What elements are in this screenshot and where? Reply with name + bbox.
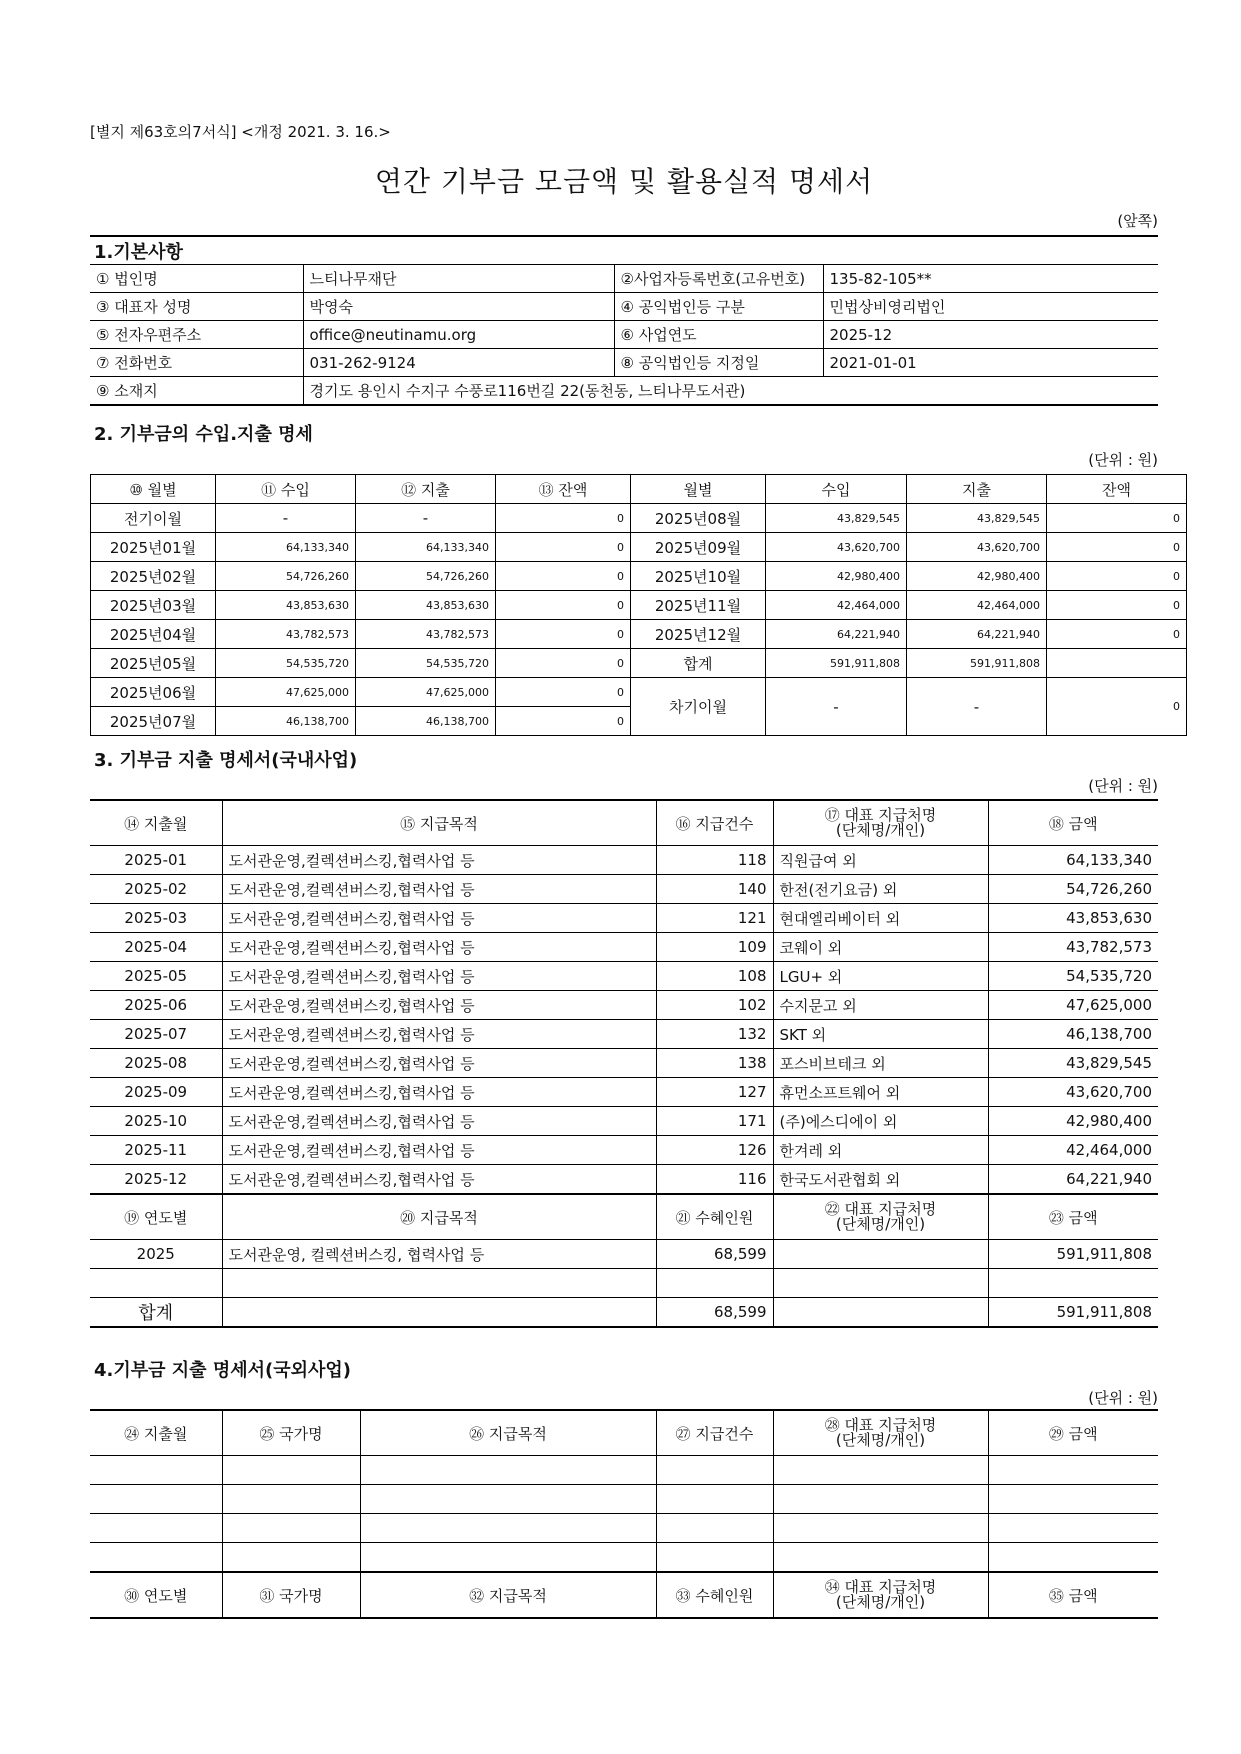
balance-cell: 0 <box>1047 620 1187 649</box>
table-row <box>91 591 1187 620</box>
count-cell: 127 <box>656 1078 773 1107</box>
empty-row <box>90 1514 1158 1543</box>
count-cell: 171 <box>656 1107 773 1136</box>
payee-cell: LGU+ 외 <box>773 962 988 991</box>
section2-title: 2. 기부금의 수입.지출 명세 <box>94 424 313 445</box>
basic-row <box>90 349 1158 377</box>
section1-title: 1.기본사항 <box>94 242 183 263</box>
table-row <box>90 1078 1158 1107</box>
amount-cell: 54,726,260 <box>988 875 1158 904</box>
empty-cell <box>773 1298 988 1328</box>
purpose-cell: 도서관운영,컬렉션버스킹,협력사업 등 <box>222 991 656 1020</box>
table-row <box>91 678 1187 707</box>
expense-month-cell: 2025-07 <box>90 1020 222 1049</box>
table-row <box>91 504 1187 533</box>
address-row <box>90 377 1158 406</box>
expense-month-cell: 2025-01 <box>90 846 222 875</box>
col-payment-count: ⑯ 지급건수 <box>656 800 773 846</box>
field-value: 느티나무재단 <box>303 265 614 293</box>
field-value: 031-262-9124 <box>303 349 614 377</box>
payee-cell <box>773 1240 988 1269</box>
table-header-row <box>90 1572 1158 1618</box>
carry-forward-label: 차기이월 <box>631 678 766 736</box>
col-balance: ⑬ 잔액 <box>496 475 631 504</box>
col-country: ㉕ 국가명 <box>222 1410 360 1456</box>
table-row <box>90 1240 1158 1269</box>
col-payment-count: ㉗ 지급건수 <box>656 1410 773 1456</box>
col-purpose: ⑮ 지급목적 <box>222 800 656 846</box>
carry-income-cell: - <box>766 678 907 736</box>
purpose-cell: 도서관운영,컬렉션버스킹,협력사업 등 <box>222 1136 656 1165</box>
col-expense-month: ㉔ 지출월 <box>90 1410 222 1456</box>
col-purpose: ⑳ 지급목적 <box>222 1194 656 1240</box>
col-payee <box>773 1410 988 1456</box>
month-cell: 2025년07월 <box>91 707 216 736</box>
empty-cell <box>360 1543 656 1573</box>
front-page-mark: (앞쪽) <box>1117 212 1158 230</box>
empty-cell <box>90 1514 222 1543</box>
month-cell: 2025년08월 <box>631 504 766 533</box>
count-cell: 108 <box>656 962 773 991</box>
address-label: ⑨ 소재지 <box>90 377 303 406</box>
field-value: office@neutinamu.org <box>303 321 614 349</box>
expense-month-cell: 2025-06 <box>90 991 222 1020</box>
empty-cell <box>360 1514 656 1543</box>
expense-cell: 43,620,700 <box>907 533 1047 562</box>
amount-cell: 64,221,940 <box>988 1165 1158 1195</box>
balance-cell: 0 <box>1047 504 1187 533</box>
table-row <box>91 533 1187 562</box>
empty-cell <box>773 1456 988 1485</box>
expense-month-cell: 2025-04 <box>90 933 222 962</box>
empty-cell <box>360 1456 656 1485</box>
table-row <box>90 991 1158 1020</box>
income-cell: 64,221,940 <box>766 620 907 649</box>
carry-expense-cell: - <box>907 678 1047 736</box>
col-expense-month: ⑭ 지출월 <box>90 800 222 846</box>
purpose-cell: 도서관운영,컬렉션버스킹,협력사업 등 <box>222 904 656 933</box>
basic-row <box>90 265 1158 293</box>
income-cell: 54,535,720 <box>216 649 356 678</box>
payee-cell: SKT 외 <box>773 1020 988 1049</box>
empty-row <box>90 1456 1158 1485</box>
col-month: 월별 <box>631 475 766 504</box>
income-cell: 43,782,573 <box>216 620 356 649</box>
income-cell: 64,133,340 <box>216 533 356 562</box>
field-label: ⑦ 전화번호 <box>90 349 303 377</box>
balance-cell: 0 <box>496 533 631 562</box>
expense-cell: 64,133,340 <box>356 533 496 562</box>
expense-month-cell: 2025-08 <box>90 1049 222 1078</box>
income-cell: 54,726,260 <box>216 562 356 591</box>
balance-cell: 0 <box>496 649 631 678</box>
payee-cell: 휴먼소프트웨어 외 <box>773 1078 988 1107</box>
table-row <box>90 1020 1158 1049</box>
month-cell: 2025년12월 <box>631 620 766 649</box>
col-month: ⑩ 월별 <box>91 475 216 504</box>
balance-cell: 0 <box>496 707 631 736</box>
empty-cell <box>988 1456 1158 1485</box>
section2-unit: (단위 : 원) <box>1088 451 1158 469</box>
payee-header-line2: (단체명/개인) <box>835 1593 926 1611</box>
income-cell: - <box>216 504 356 533</box>
col-income: ⑪ 수입 <box>216 475 356 504</box>
table-row <box>91 649 1187 678</box>
month-cell: 2025년05월 <box>91 649 216 678</box>
expense-cell: 64,221,940 <box>907 620 1047 649</box>
expense-cell: 43,853,630 <box>356 591 496 620</box>
payee-header-line1: ㉒ 대표 지급처명 <box>824 1200 937 1218</box>
amount-cell: 64,133,340 <box>988 846 1158 875</box>
field-value: 135-82-105** <box>823 265 1158 293</box>
income-cell: 42,980,400 <box>766 562 907 591</box>
col-payee <box>773 1194 988 1240</box>
purpose-cell: 도서관운영,컬렉션버스킹,협력사업 등 <box>222 1020 656 1049</box>
expense-cell: 54,535,720 <box>356 649 496 678</box>
month-cell: 2025년11월 <box>631 591 766 620</box>
table-header-row <box>90 1194 1158 1240</box>
payee-cell: 한국도서관협회 외 <box>773 1165 988 1195</box>
amount-cell: 591,911,808 <box>988 1240 1158 1269</box>
balance-cell: 0 <box>496 504 631 533</box>
purpose-cell: 도서관운영,컬렉션버스킹,협력사업 등 <box>222 1107 656 1136</box>
payee-cell: 직원급여 외 <box>773 846 988 875</box>
empty-cell <box>988 1543 1158 1573</box>
table-row <box>90 875 1158 904</box>
count-cell: 116 <box>656 1165 773 1195</box>
col-beneficiaries: ㉑ 수혜인원 <box>656 1194 773 1240</box>
empty-cell <box>90 1456 222 1485</box>
empty-cell <box>90 1269 222 1298</box>
col-country: ㉛ 국가명 <box>222 1572 360 1618</box>
domestic-expense-table <box>90 799 1158 1328</box>
empty-cell <box>360 1485 656 1514</box>
purpose-cell: 도서관운영,컬렉션버스킹,협력사업 등 <box>222 875 656 904</box>
empty-row <box>90 1269 1158 1298</box>
table-header-row <box>90 1410 1158 1456</box>
payee-cell: 한겨레 외 <box>773 1136 988 1165</box>
overseas-expense-table <box>90 1409 1158 1619</box>
empty-cell <box>656 1514 773 1543</box>
col-purpose: ㉜ 지급목적 <box>360 1572 656 1618</box>
field-label: ②사업자등록번호(고유번호) <box>614 265 823 293</box>
amount-cell: 43,853,630 <box>988 904 1158 933</box>
purpose-cell: 도서관운영,컬렉션버스킹,협력사업 등 <box>222 933 656 962</box>
count-cell: 102 <box>656 991 773 1020</box>
amount-cell: 43,620,700 <box>988 1078 1158 1107</box>
payee-header-line1: ㉘ 대표 지급처명 <box>824 1416 937 1434</box>
total-balance-cell <box>1047 649 1187 678</box>
empty-cell <box>222 1514 360 1543</box>
purpose-cell: 도서관운영, 컬렉션버스킹, 협력사업 등 <box>222 1240 656 1269</box>
balance-cell: 0 <box>496 562 631 591</box>
balance-cell: 0 <box>496 678 631 707</box>
expense-month-cell: 2025-12 <box>90 1165 222 1195</box>
expense-cell: 43,829,545 <box>907 504 1047 533</box>
empty-cell <box>222 1269 656 1298</box>
empty-cell <box>773 1514 988 1543</box>
month-cell: 2025년09월 <box>631 533 766 562</box>
month-cell: 2025년06월 <box>91 678 216 707</box>
table-row <box>90 1136 1158 1165</box>
expense-month-cell: 2025-05 <box>90 962 222 991</box>
payee-cell: 수지문고 외 <box>773 991 988 1020</box>
amount-cell: 46,138,700 <box>988 1020 1158 1049</box>
expense-month-cell: 2025-09 <box>90 1078 222 1107</box>
purpose-cell: 도서관운영,컬렉션버스킹,협력사업 등 <box>222 846 656 875</box>
payee-header-line2: (단체명/개인) <box>835 1215 926 1233</box>
payee-cell: (주)에스디에이 외 <box>773 1107 988 1136</box>
empty-cell <box>773 1543 988 1573</box>
col-beneficiaries: ㉝ 수혜인원 <box>656 1572 773 1618</box>
table-row <box>90 846 1158 875</box>
field-label: ④ 공익법인등 구분 <box>614 293 823 321</box>
balance-cell: 0 <box>496 620 631 649</box>
count-cell: 126 <box>656 1136 773 1165</box>
address-value: 경기도 용인시 수지구 수풍로116번길 22(동천동, 느티나무도서관) <box>303 377 1158 406</box>
table-row <box>90 933 1158 962</box>
payee-header-line1: ㉞ 대표 지급처명 <box>824 1578 937 1596</box>
total-label: 합계 <box>90 1298 222 1328</box>
total-expense-cell: 591,911,808 <box>907 649 1047 678</box>
total-label-cell: 합계 <box>631 649 766 678</box>
amount-cell: 43,782,573 <box>988 933 1158 962</box>
purpose-cell: 도서관운영,컬렉션버스킹,협력사업 등 <box>222 1049 656 1078</box>
expense-cell: 43,782,573 <box>356 620 496 649</box>
basic-row <box>90 293 1158 321</box>
income-cell: 43,853,630 <box>216 591 356 620</box>
balance-cell: 0 <box>1047 562 1187 591</box>
month-cell: 2025년03월 <box>91 591 216 620</box>
count-cell: 118 <box>656 846 773 875</box>
month-cell: 2025년04월 <box>91 620 216 649</box>
purpose-cell: 도서관운영,컬렉션버스킹,협력사업 등 <box>222 1165 656 1195</box>
table-row <box>90 904 1158 933</box>
table-row <box>90 1107 1158 1136</box>
table-row <box>91 562 1187 591</box>
empty-cell <box>988 1269 1158 1298</box>
amount-cell: 43,829,545 <box>988 1049 1158 1078</box>
col-amount: ㉟ 금액 <box>988 1572 1158 1618</box>
col-expense: ⑫ 지출 <box>356 475 496 504</box>
empty-cell <box>222 1298 656 1328</box>
empty-cell <box>222 1456 360 1485</box>
table-row <box>91 620 1187 649</box>
count-cell: 132 <box>656 1020 773 1049</box>
expense-month-cell: 2025-02 <box>90 875 222 904</box>
col-payee <box>773 800 988 846</box>
field-label: ⑤ 전자우편주소 <box>90 321 303 349</box>
total-row <box>90 1298 1158 1328</box>
month-cell: 전기이월 <box>91 504 216 533</box>
amount-cell: 54,535,720 <box>988 962 1158 991</box>
balance-cell: 0 <box>496 591 631 620</box>
payee-cell: 포스비브테크 외 <box>773 1049 988 1078</box>
empty-cell <box>773 1269 988 1298</box>
expense-cell: 46,138,700 <box>356 707 496 736</box>
col-year: ⑲ 연도별 <box>90 1194 222 1240</box>
count-cell: 121 <box>656 904 773 933</box>
purpose-cell: 도서관운영,컬렉션버스킹,협력사업 등 <box>222 1078 656 1107</box>
empty-cell <box>656 1269 773 1298</box>
carry-balance-cell: 0 <box>1047 678 1187 736</box>
monthly-income-expense-table <box>90 474 1187 736</box>
year-cell: 2025 <box>90 1240 222 1269</box>
basic-info-table <box>90 264 1158 406</box>
field-value: 민법상비영리법인 <box>823 293 1158 321</box>
income-cell: 43,620,700 <box>766 533 907 562</box>
payee-header-line2: (단체명/개인) <box>835 1431 926 1449</box>
income-cell: 43,829,545 <box>766 504 907 533</box>
section4-title: 4.기부금 지출 명세서(국외사업) <box>94 1360 352 1381</box>
col-expense: 지출 <box>907 475 1047 504</box>
empty-cell <box>656 1485 773 1514</box>
col-amount: ㉓ 금액 <box>988 1194 1158 1240</box>
empty-cell <box>988 1514 1158 1543</box>
empty-cell <box>656 1543 773 1573</box>
expense-cell: 54,726,260 <box>356 562 496 591</box>
expense-cell: 47,625,000 <box>356 678 496 707</box>
payee-cell: 코웨이 외 <box>773 933 988 962</box>
count-cell: 140 <box>656 875 773 904</box>
empty-row <box>90 1543 1158 1573</box>
empty-cell <box>988 1485 1158 1514</box>
col-amount: ㉙ 금액 <box>988 1410 1158 1456</box>
expense-cell: - <box>356 504 496 533</box>
empty-cell <box>656 1456 773 1485</box>
count-cell: 138 <box>656 1049 773 1078</box>
income-cell: 46,138,700 <box>216 707 356 736</box>
col-year: ㉚ 연도별 <box>90 1572 222 1618</box>
empty-cell <box>90 1543 222 1573</box>
balance-cell: 0 <box>1047 533 1187 562</box>
month-cell: 2025년01월 <box>91 533 216 562</box>
empty-cell <box>90 1485 222 1514</box>
empty-cell <box>222 1485 360 1514</box>
month-cell: 2025년10월 <box>631 562 766 591</box>
col-payee <box>773 1572 988 1618</box>
section3-title: 3. 기부금 지출 명세서(국내사업) <box>94 750 358 771</box>
section1-top-rule <box>90 235 1158 237</box>
month-cell: 2025년02월 <box>91 562 216 591</box>
field-label: ⑥ 사업연도 <box>614 321 823 349</box>
section3-unit: (단위 : 원) <box>1088 777 1158 795</box>
field-value: 박영숙 <box>303 293 614 321</box>
count-cell: 109 <box>656 933 773 962</box>
balance-cell: 0 <box>1047 591 1187 620</box>
table-row <box>90 1049 1158 1078</box>
empty-cell <box>773 1485 988 1514</box>
expense-cell: 42,980,400 <box>907 562 1047 591</box>
col-amount: ⑱ 금액 <box>988 800 1158 846</box>
field-label: ③ 대표자 성명 <box>90 293 303 321</box>
payee-cell: 현대엘리베이터 외 <box>773 904 988 933</box>
table-row <box>90 1165 1158 1195</box>
expense-month-cell: 2025-10 <box>90 1107 222 1136</box>
amount-cell: 42,980,400 <box>988 1107 1158 1136</box>
empty-cell <box>222 1543 360 1573</box>
payee-header-line1: ⑰ 대표 지급처명 <box>824 806 937 824</box>
amount-cell: 47,625,000 <box>988 991 1158 1020</box>
income-cell: 47,625,000 <box>216 678 356 707</box>
field-label: ① 법인명 <box>90 265 303 293</box>
total-income-cell: 591,911,808 <box>766 649 907 678</box>
col-balance: 잔액 <box>1047 475 1187 504</box>
basic-row <box>90 321 1158 349</box>
col-income: 수입 <box>766 475 907 504</box>
empty-row <box>90 1485 1158 1514</box>
field-value: 2025-12 <box>823 321 1158 349</box>
expense-cell: 42,464,000 <box>907 591 1047 620</box>
purpose-cell: 도서관운영,컬렉션버스킹,협력사업 등 <box>222 962 656 991</box>
total-beneficiaries: 68,599 <box>656 1298 773 1328</box>
table-header-row <box>91 475 1187 504</box>
amount-cell: 42,464,000 <box>988 1136 1158 1165</box>
payee-cell: 한전(전기요금) 외 <box>773 875 988 904</box>
expense-month-cell: 2025-11 <box>90 1136 222 1165</box>
table-header-row <box>90 800 1158 846</box>
col-purpose: ㉖ 지급목적 <box>360 1410 656 1456</box>
table-row <box>90 962 1158 991</box>
form-reference: [별지 제63호의7서식] <개정 2021. 3. 16.> <box>90 123 391 141</box>
beneficiaries-cell: 68,599 <box>656 1240 773 1269</box>
payee-header-line2: (단체명/개인) <box>835 821 926 839</box>
income-cell: 42,464,000 <box>766 591 907 620</box>
expense-month-cell: 2025-03 <box>90 904 222 933</box>
document-title: 연간 기부금 모금액 및 활용실적 명세서 <box>374 165 874 198</box>
total-amount: 591,911,808 <box>988 1298 1158 1328</box>
field-label: ⑧ 공익법인등 지정일 <box>614 349 823 377</box>
section4-unit: (단위 : 원) <box>1088 1389 1158 1407</box>
field-value: 2021-01-01 <box>823 349 1158 377</box>
